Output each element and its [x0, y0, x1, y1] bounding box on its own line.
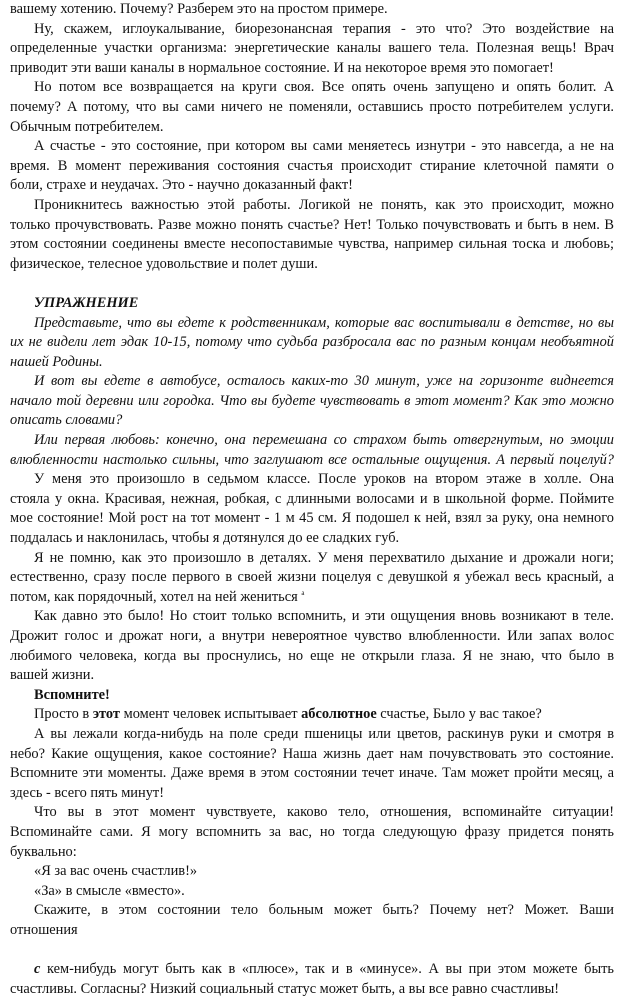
text-line: А вы лежали когда-нибудь на поле среди пшеницы или цветов, раскинув руки и смотря в	[34, 725, 614, 742]
text-line: Скажите, в этом состоянии тело больным может быть? Почему нет? Может. Ваши	[34, 902, 614, 919]
text-line: Но потом все возвращается на круги своя. Все опять очень запущено и опять болит. А	[34, 79, 614, 96]
text-line: А счастье - это состояние, при котором вы сами меняетесь изнутри - это навсегда, а не на	[34, 138, 614, 155]
text-line: У меня это произошло в седьмом классе. После уроков на втором этаже в холле. Она	[34, 471, 614, 488]
text-line: И вот вы едете в автобусе, осталось каких-то 30 минут, уже на горизонте виднеется	[34, 373, 614, 390]
text-line: Или первая любовь: конечно, она перемешана со страхом быть отвергнутым, но эмоции	[34, 432, 614, 449]
text-line: Вспомните эти моменты. Даже время в этом состоянии течет иначе. Там может пройти месяц, а	[10, 765, 614, 782]
text-span: момент человек испытывает	[120, 706, 302, 723]
text-line: приводит эти ваши каналы в нормальное состояние. И на некоторое время это помогает!	[10, 59, 554, 76]
text-line: здесь - всего пять минут!	[10, 784, 164, 801]
quote-line: «Я за вас очень счастлив!»	[34, 863, 198, 880]
text-line: Я не помню, как это произошло в деталях. У меня перехватило дыхание и дрожали ноги;	[34, 549, 614, 566]
text-line: Дрожит голос и дрожат ноги, а внутри невероятное чувство влюбленности. Или запах волос	[10, 628, 614, 644]
text-line: почему? А потому, что вы сами ничего не поменяли, оставшись просто потребителем услуги.	[10, 98, 614, 115]
text-line: счастливы. Согласны? Низкий социальный статус может быть, а вы все равно счастливы!	[10, 980, 560, 997]
text-line: мое состояние! Мой рост на тот момент - 1 м 45 см. Я подошел к ней, взял за руку, она немного	[10, 510, 614, 527]
text-line: поддалась и наклонилась, чтобы я дотянулся до ее сладких губ.	[10, 530, 400, 547]
footnote-marker: а	[301, 588, 305, 597]
text-span: кем-нибудь могут быть как в «плюсе», так и в «минусе». А вы при этом можете быть	[40, 961, 614, 978]
text-line: Ну, скажем, иглоукалывание, биорезонансная терапия - это что? Это воздействие на	[34, 20, 614, 37]
text-line: стояла у окна. Красивая, нежная, робкая, с длинными волосами и в школьной форме. Поймите	[10, 490, 614, 507]
emphasis-s: с	[34, 961, 41, 978]
text-line: отношения	[10, 921, 78, 938]
text-span: счастье, Было у вас такое?	[376, 706, 542, 723]
subheading-remember: Вспомните!	[34, 686, 110, 703]
text-line: естественно, сразу после первого в своей жизни поцелуя с девушкой я убежал весь красный, а	[10, 569, 614, 586]
text-line: Представьте, что вы едете к родственникам, которые вас воспитывали в детстве, но вы	[34, 314, 614, 331]
text-line: этом состоянии соединены вместе несопоставимые чувства, например сильная тоска и любовь;	[10, 236, 614, 253]
text-line: их не видели лет эдак 10-15, потому что судьба разбросала вас по разным концам необъятной	[10, 334, 614, 351]
quote-line: «За» в смысле «вместо».	[34, 882, 185, 899]
text-line: боли, страхе и неудачах. Это - научно доказанный факт!	[10, 177, 353, 194]
text-line: вашему хотению. Почему? Разберем это на простом примере.	[10, 1, 388, 17]
text-line: Обычным потребителем.	[10, 118, 164, 135]
text-line: время. В момент переживания состояния счастья происходит стирание клеточной памяти о	[10, 157, 614, 174]
text-line: Как давно это было! Но стоит только вспомнить, и эти ощущения вновь возникают в теле.	[34, 608, 614, 625]
text-line: Вспоминайте сами. Я могу вспомнить за вас, но тогда следующую фразу придется понять	[10, 823, 614, 840]
text-line	[10, 588, 614, 608]
text-line: небо? Какие ощущения, какое состояние? Наша жизнь дает нам почувствовать это состояние.	[10, 745, 614, 762]
spacer	[10, 274, 614, 294]
text-line: Что вы в этот момент чувствуете, каково тело, отношения, вспоминайте ситуации!	[34, 804, 614, 821]
text-line: начало той деревни или городка. Что вы будете чувствовать в этот момент? Как это можно	[10, 392, 614, 409]
text-line: нашей Родины.	[10, 353, 103, 370]
text-span: потом, как порядочный, хотел на ней жениться	[10, 588, 298, 605]
text-line: Проникнитесь важностью этой работы. Логикой не понять, как это происходит, можно	[34, 196, 614, 213]
text-line: вашей жизни.	[10, 667, 95, 684]
text-line: определенные участки организма: энергетические каналы вашего тела. Полезная вещь! Врач	[10, 40, 614, 57]
spacer	[10, 941, 614, 961]
section-heading: УПРАЖНЕНИЕ	[34, 294, 139, 311]
text-line: описать словами?	[10, 412, 123, 429]
text-line	[10, 705, 614, 725]
text-line: буквально:	[10, 843, 77, 860]
emphasis-this: этот	[92, 706, 121, 723]
text-line: любимого человека, когда вы проснулись, но еще не открыли глаза. Я не знаю, что было в	[10, 647, 614, 664]
text-line: влюбленности настолько сильны, что заглушают все остальные ощущения. А первый поцелуй?	[10, 451, 614, 468]
text-line	[10, 960, 614, 980]
text-line: только прочувствовать. Разве можно понять счастье? Нет! Только почувствовать и быть в нем. В	[10, 216, 614, 233]
text-line: физическое, телесное удовольствие и полет души.	[10, 255, 318, 272]
text-span: Просто в	[34, 706, 93, 723]
emphasis-absolute: абсолютное	[301, 706, 377, 723]
